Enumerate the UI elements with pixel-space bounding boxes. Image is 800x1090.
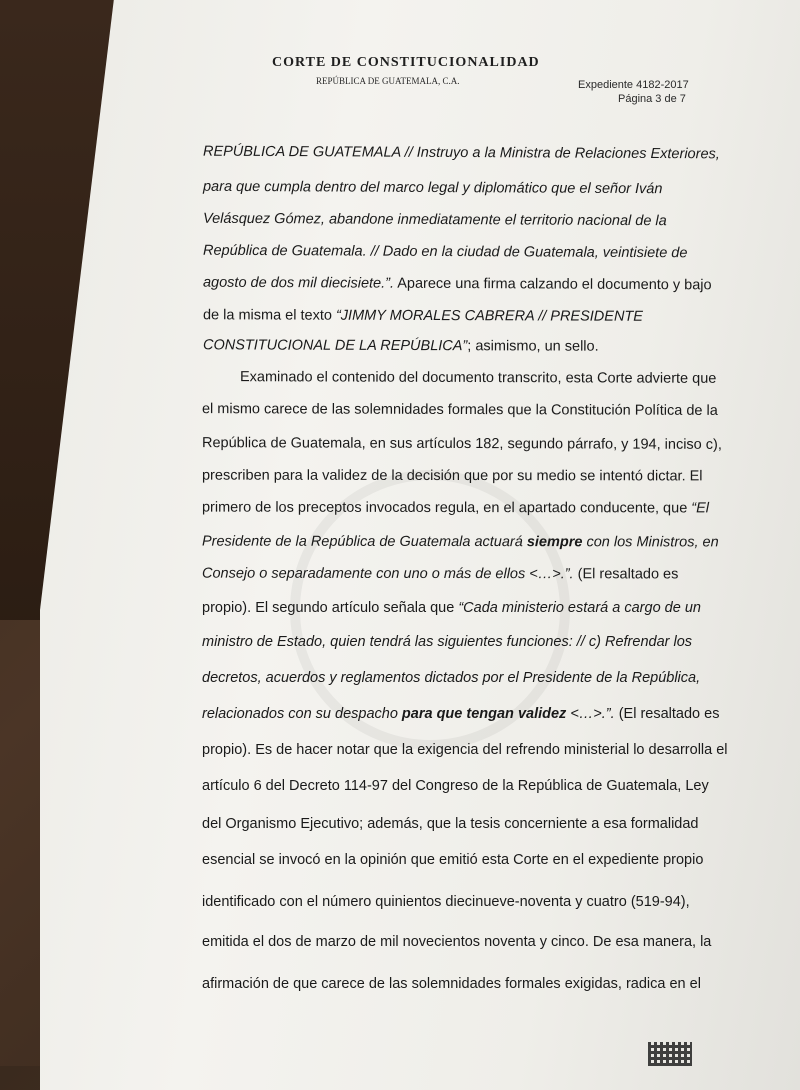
text-line: Consejo o separadamente con uno o más de ellos <…>.”. (El resaltado es: [201, 565, 679, 583]
text-line: relacionados con su despacho para que tengan validez <…>.”. (El resaltado es: [202, 706, 720, 722]
text-line: el mismo carece de las solemnidades formales que la Constitución Política de la: [201, 401, 718, 419]
text-line: emitida el dos de marzo de mil novecientos noventa y cinco. De esa manera, la: [202, 934, 712, 950]
text-line: identificado con el número quinientos diecinueve-noventa y cuatro (519-94),: [202, 894, 690, 910]
court-title: CORTE DE CONSTITUCIONALIDAD: [272, 55, 540, 70]
text-line: Examinado el contenido del documento transcrito, esta Corte advierte que: [239, 369, 717, 387]
case-number: Expediente 4182-2017: [578, 79, 689, 91]
text-line: República de Guatemala. // Dado en la ciudad de Guatemala, veintisiete de: [202, 242, 688, 262]
page-number: Página 3 de 7: [618, 93, 686, 105]
text-line: República de Guatemala, en sus artículos 182, segundo párrafo, y 194, inciso c),: [201, 435, 722, 453]
text-line: primero de los preceptos invocados regula, en el apartado conducente, que “El: [201, 499, 710, 517]
text-line: decretos, acuerdos y reglamentos dictados por el Presidente de la República,: [202, 670, 701, 686]
text-line: del Organismo Ejecutivo; además, que la tesis concerniente a esa formalidad: [202, 816, 699, 832]
text-line: afirmación de que carece de las solemnidades formales exigidas, radica en el: [202, 976, 701, 992]
text-line: propio). Es de hacer notar que la exigencia del refrendo ministerial lo desarrolla el: [202, 742, 728, 758]
qr-code-icon: [648, 1042, 692, 1066]
text-line: CONSTITUCIONAL DE LA REPÚBLICA”; asimismo, un sello.: [202, 337, 599, 355]
text-line: Presidente de la República de Guatemala actuará siempre con los Ministros, en: [201, 533, 719, 551]
text-line: propio). El segundo artículo señala que “Cada ministerio estará a cargo de un: [202, 600, 701, 616]
text-line: prescriben para la validez de la decisión que por su medio se intentó dictar. El: [201, 467, 703, 485]
text-line: ministro de Estado, quien tendrá las siguientes funciones: // c) Refrendar los: [202, 634, 693, 650]
court-subtitle: REPÚBLICA DE GUATEMALA, C.A.: [316, 76, 460, 86]
text-line: agosto de dos mil diecisiete.”. Aparece una firma calzando el documento y bajo: [202, 274, 712, 294]
text-line: artículo 6 del Decreto 114-97 del Congreso de la República de Guatemala, Ley: [202, 778, 709, 794]
text-line: para que cumpla dentro del marco legal y diplomático que el señor Iván: [202, 178, 663, 198]
text-line: REPÚBLICA DE GUATEMALA // Instruyo a la Ministra de Relaciones Exteriores,: [202, 143, 720, 163]
text-line: esencial se invocó en la opinión que emitió esta Corte en el expediente propio: [202, 852, 704, 868]
text-line: de la misma el texto “JIMMY MORALES CABRERA // PRESIDENTE: [202, 307, 643, 325]
text-line: Velásquez Gómez, abandone inmediatamente el territorio nacional de la: [202, 210, 667, 230]
